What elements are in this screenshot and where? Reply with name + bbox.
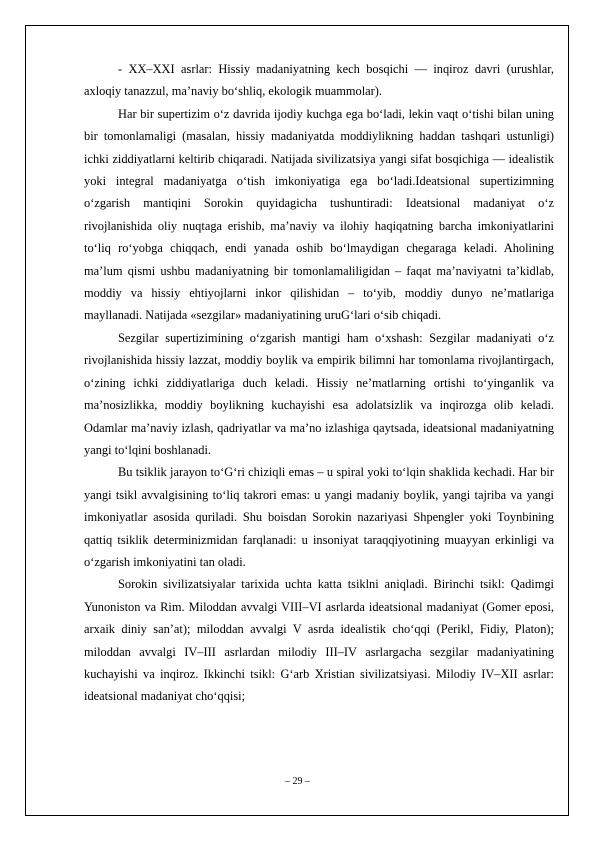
page-number: – 29 – (285, 776, 310, 787)
document-body (84, 58, 554, 708)
paragraph-supersystem-change: Har bir supertizim o‘z davrida ijodiy kuchga ega bo‘ladi, lekin vaqt o‘tishi bilan uning bir tomonlamaligi (masalan, hissiy madaniyatda moddiylikning haddan tashqari ustunligi) ichki ziddiyatlarni keltirib chiqaradi. Natijada sivilizatsiya yangi sifat bosqichiga — idealistik yoki integral madaniyatga o‘tish imkoniyatiga ega bo‘ladi.Ideatsional supertizimning o‘zgarish mantiqini Sorokin quyidagicha tushuntiradi: Ideatsional madaniyat o‘z rivojlanishida oliy nuqtaga erishib, ma’naviy va ilohiy haqiqatning barcha imkoniyatlarini to‘liq ro‘yobga chiqqach, endi yanada oshib bo‘lmaydigan chegaraga keladi. Aholining ma’lum qismi ushbu madaniyatning bir tomonlamaliligidan – faqat ma’naviyatni ta’kidlab, moddiy va hissiy ehtiyojlarni inkor qilishidan – to‘yib, moddiy dunyo ne’matlariga mayllanadi. Natijada «sezgilar» madaniyatining uruG‘lari o‘sib chiqadi. (84, 106, 554, 323)
paragraph-crisis-period: - XX–XXI asrlar: Hissiy madaniyatning kech bosqichi — inqiroz davri (urushlar, axloqiy tanazzul, ma’naviy bo‘shliq, ekologik muammolar). (84, 62, 554, 99)
paragraph-sensate-logic: Sezgilar supertizimining o‘zgarish mantigi ham o‘xshash: Sezgilar madaniyati o‘z rivojlanishida hissiy lazzat, moddiy boylik va empirik bilimni har tomonlama rivojlantirgach, o‘zining ichki ziddiyatlariga duch keladi. Hissiy ne’matlarning ortishi to‘yinganlik va ma’nosizlikka, moddiy boylikning kuchayishi esa adolatsizlik va inqirozga olib keladi. Odamlar ma’naviy izlash, qadriyatlar va ma’no izlashiga qaytsada, ideatsional madaniyatning yangi to‘lqini boshlanadi. (84, 330, 554, 457)
paragraph-three-cycles: Sorokin sivilizatsiyalar tarixida uchta katta tsiklni aniqladi. Birinchi tsikl: Qadimgi Yunoniston va Rim. Miloddan avvalgi VIII–VI asrlarda ideatsional madaniyat (Gomer eposi, arxaik diniy san’at); miloddan avvalgi V asrda idealistik cho‘qqi (Perikl, Fidiy, Platon); miloddan avvalgi IV–III asrlardan milodiy III–IV asrlargacha sezgilar madaniyatining kuchayishi va inqiroz. Ikkinchi tsikl: G‘arb Xristian sivilizatsiyasi. Milodiy IV–XII asrlar: ideatsional madaniyat cho‘qqisi; (84, 577, 554, 704)
paragraph-cyclic-process: Bu tsiklik jarayon to‘G‘ri chiziqli emas – u spiral yoki to‘lqin shaklida kechadi. Har bir yangi tsikl avvalgisining to‘liq takrori emas: u yangi madaniy boylik, yangi tajriba va yangi imkoniyatlar asosida quriladi. Shu boisdan Sorokin nazariyasi Shpengler yoki Toynbining qattiq tsiklik determinizmidan farqlanadi: u insoniyat taraqqiyotining muayyan erkinligi va o‘zgarish imkoniyatini tan oladi. (84, 465, 554, 569)
